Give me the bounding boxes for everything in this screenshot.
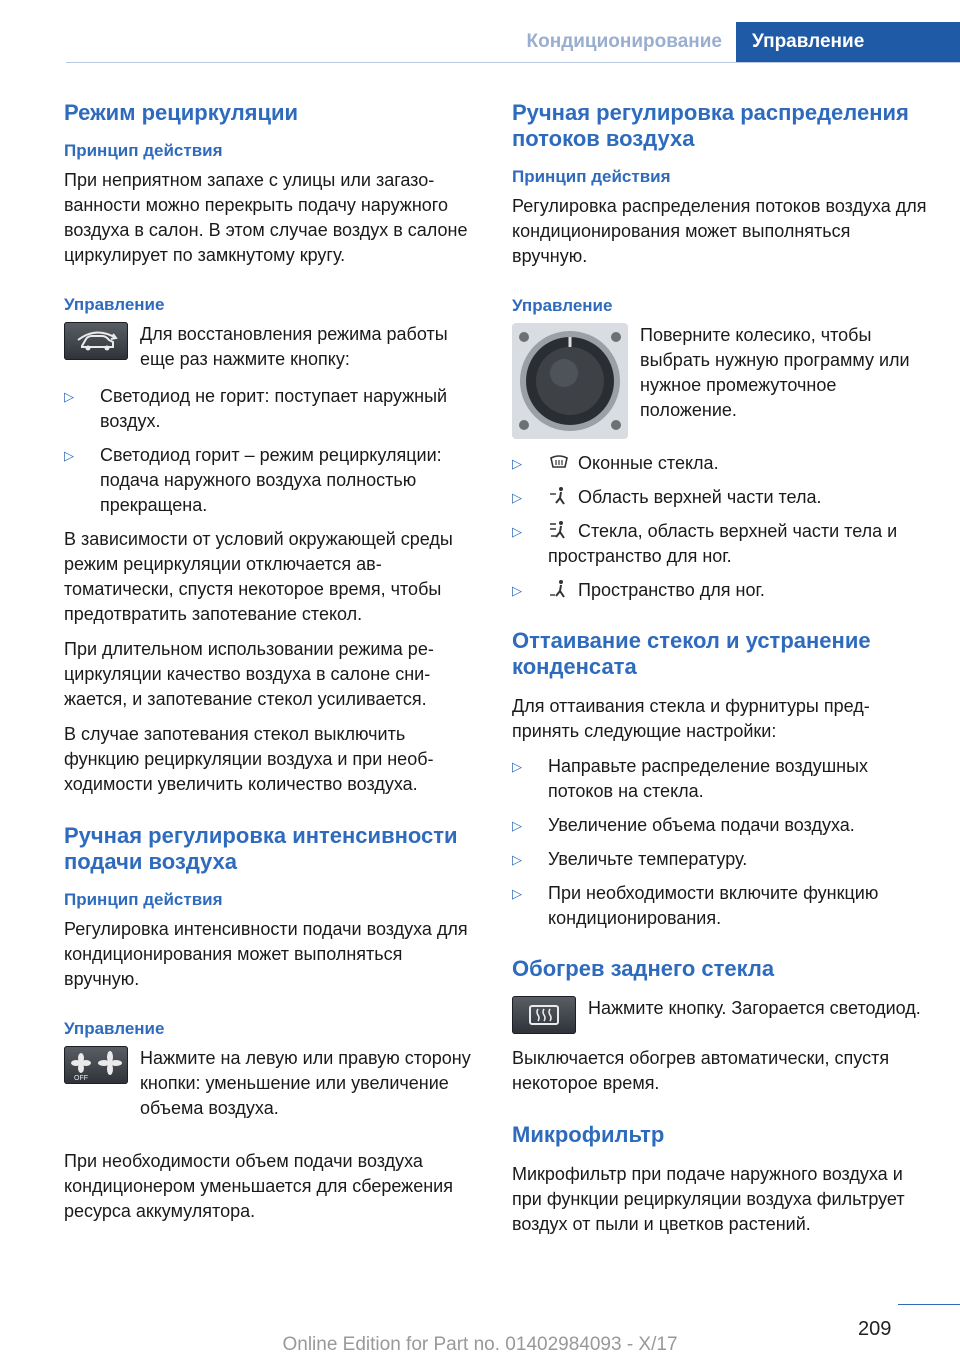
list-item bbox=[512, 881, 928, 931]
triangle-bullet-icon: ▷ bbox=[512, 490, 522, 505]
defrost-title: Оттаивание стекол и устранение конденсата bbox=[512, 628, 871, 679]
rear-heating-control-text: Нажмите кнопку. Загорается светодиод. bbox=[588, 998, 921, 1018]
triangle-bullet-icon: ▷ bbox=[512, 852, 522, 867]
recirc-principle-heading: Принцип действия bbox=[64, 141, 223, 160]
rear-heating-paragraph: Выключается обогрев автоматически, спустя некоторое время. bbox=[512, 1048, 890, 1093]
intensity-control-text: Нажмите на левую или правую сторону кнопки: уменьшение или увеличение объема воздуха. bbox=[140, 1048, 471, 1118]
page-number: 209 bbox=[858, 1318, 892, 1340]
windows-body-feet-air-icon bbox=[548, 520, 570, 540]
list-item bbox=[512, 519, 928, 569]
air-distribution-knob-icon bbox=[512, 323, 628, 439]
list-item-label: Пространство для ног. bbox=[578, 580, 765, 600]
list-item bbox=[64, 384, 480, 434]
distribution-control bbox=[512, 323, 928, 439]
list-item-text: Увеличение объема подачи воздуха. bbox=[548, 815, 855, 835]
distribution-control-heading: Управление bbox=[512, 296, 613, 315]
rear-window-heating-button-icon bbox=[512, 996, 576, 1034]
intensity-control bbox=[64, 1046, 480, 1121]
list-item-text: Светодиод горит – режим рециркуляции: подача наружного воздуха полностью прекращена. bbox=[100, 445, 442, 515]
list-item-label: Стекла, область верхней части тела и пространство для ног. bbox=[548, 521, 898, 566]
recirculation-button-icon bbox=[64, 322, 128, 360]
list-item bbox=[512, 451, 928, 476]
list-item-label: Оконные стекла. bbox=[578, 453, 719, 473]
distribution-principle-heading: Принцип действия bbox=[512, 167, 671, 186]
list-item-text bbox=[548, 451, 928, 476]
list-item bbox=[64, 443, 480, 518]
recirc-control-text: Для восстановления режима работы еще раз нажмите кнопку: bbox=[140, 324, 448, 369]
list-item bbox=[512, 485, 928, 510]
recirc-paragraph: При длительном использовании режима рециркуляции качество воздуха в салоне снижается, и запотевание стекол усиливается. bbox=[64, 639, 434, 709]
rear-heating-title: Обогрев заднего стекла bbox=[512, 956, 775, 981]
footer-edition: Online Edition for Part no. 01402984093 - X/17 bbox=[282, 1334, 678, 1355]
list-item bbox=[512, 847, 928, 872]
recirc-paragraph: В зависимости от условий окружающей среды режим рециркуляции отключается автоматически, спустя некоторое время, чтобы предотвратить запотевание стекол. bbox=[64, 529, 453, 624]
rear-heating-control bbox=[512, 996, 928, 1034]
triangle-bullet-icon: ▷ bbox=[512, 886, 522, 901]
list-item-text bbox=[548, 519, 928, 569]
triangle-bullet-icon: ▷ bbox=[512, 818, 522, 833]
list-item bbox=[512, 578, 928, 603]
page-number-rule bbox=[898, 1304, 960, 1305]
list-item-text: Увеличьте температуру. bbox=[548, 849, 748, 869]
distribution-control-text: Поверните колесико, чтобы выбрать нужную программу или нужное промежуточное положение. bbox=[640, 325, 910, 420]
footwell-air-icon bbox=[548, 579, 570, 599]
triangle-bullet-icon: ▷ bbox=[512, 583, 522, 598]
list-item bbox=[512, 754, 928, 804]
triangle-bullet-icon: ▷ bbox=[64, 448, 74, 463]
svg-text:OFF: OFF bbox=[74, 1075, 88, 1082]
recirc-paragraph: В случае запотевания стекол выключить функцию рециркуляции воздуха и при необходимости увеличить количество воздуха. bbox=[64, 724, 434, 794]
fan-speed-button-icon bbox=[64, 1046, 128, 1084]
list-item-text bbox=[548, 485, 928, 510]
recirc-control bbox=[64, 322, 480, 372]
distribution-title: Ручная регулировка распределения потоков воздуха bbox=[512, 100, 909, 151]
upper-body-air-icon bbox=[548, 486, 570, 506]
recirc-principle-text: При неприятном запахе с улицы или загазованности можно перекрыть подачу наружного воздуха в салон. В этом случае воздух в салоне циркулирует по замкнутому кругу. bbox=[64, 170, 468, 265]
right-column bbox=[512, 100, 928, 1247]
list-item-text: Светодиод не горит: поступает наружный воздух. bbox=[100, 386, 448, 431]
left-column bbox=[64, 100, 480, 1234]
triangle-bullet-icon: ▷ bbox=[512, 456, 522, 471]
list-item bbox=[512, 813, 928, 838]
recirc-title: Режим рециркуляции bbox=[64, 100, 299, 125]
recirc-control-heading: Управление bbox=[64, 295, 165, 314]
microfilter-title: Микрофильтр bbox=[512, 1122, 665, 1147]
header-divider bbox=[66, 62, 960, 63]
intensity-control-heading: Управление bbox=[64, 1019, 165, 1038]
intensity-principle-text: Регулировка интенсивности подачи воздуха для кондиционирования может выполняться вручную. bbox=[64, 919, 468, 989]
distribution-principle-text: Регулировка распределения потоков воздуха для кондиционирования может выполняться вручную. bbox=[512, 196, 927, 266]
windshield-icon bbox=[548, 452, 570, 472]
defrost-intro: Для оттаивания стекла и фурнитуры предпринять следующие настройки: bbox=[512, 696, 870, 741]
triangle-bullet-icon: ▷ bbox=[512, 524, 522, 539]
intensity-paragraph: При необходимости объем подачи воздуха кондиционером уменьшается для сбережения ресурса аккумулятора. bbox=[64, 1151, 453, 1221]
intensity-title: Ручная регулировка интенсивности подачи воздуха bbox=[64, 823, 458, 874]
triangle-bullet-icon: ▷ bbox=[512, 759, 522, 774]
list-item-text: Направьте распределение воздушных потоков на стекла. bbox=[548, 756, 869, 801]
list-item-label: Область верхней части тела. bbox=[578, 487, 822, 507]
list-item-text: При необходимости включите функцию кондиционирования. bbox=[548, 883, 879, 928]
header-section-tab: Кондиционирование bbox=[526, 31, 722, 52]
microfilter-paragraph: Микрофильтр при подаче наружного воздуха и при функции рециркуляции воздуха фильтрует воздух от пыли и цветков растений. bbox=[512, 1164, 905, 1234]
list-item-text bbox=[548, 578, 928, 603]
intensity-principle-heading: Принцип действия bbox=[64, 890, 223, 909]
header-active-tab: Управление bbox=[736, 22, 960, 62]
triangle-bullet-icon: ▷ bbox=[64, 389, 74, 404]
